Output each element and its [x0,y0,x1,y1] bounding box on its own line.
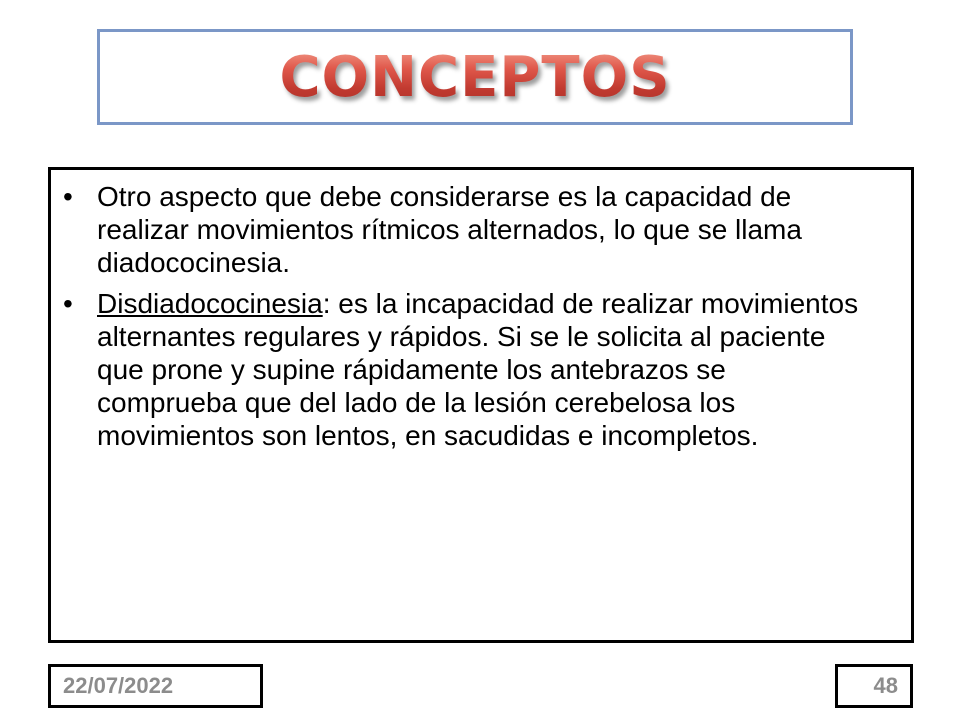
bullet-list [63,180,871,452]
bullet-item-1 [63,180,871,279]
footer-date-box [48,664,263,708]
bullet-item-2 [63,287,871,452]
content-box [48,167,914,643]
bullet-icon: • [63,288,73,319]
slide-title: CONCEPTOS [279,45,671,110]
page-number: 48 [873,673,898,698]
definition-text: es la incapacidad de realizar movimientos alternantes regulares y rápidos. Si se le solicita al paciente que prone y supine rápidamente los antebrazos se comprueba que del lado de la lesión cerebelosa los movimientos son lentos, en sacudidas e incompletos. [97,288,859,451]
title-box [97,29,853,125]
bullet-icon: • [63,181,73,212]
term-disdiadococinesia: Disdiadococinesia [97,288,323,319]
bullet-text-2 [97,287,871,452]
term-suffix: : [322,288,331,319]
footer-page-box [835,664,913,708]
footer-date: 22/07/2022 [63,673,174,698]
bullet-text-1: Otro aspecto que debe considerarse es la capacidad de realizar movimientos rítmicos alternados, lo que se llama diadococinesia. [97,181,802,278]
